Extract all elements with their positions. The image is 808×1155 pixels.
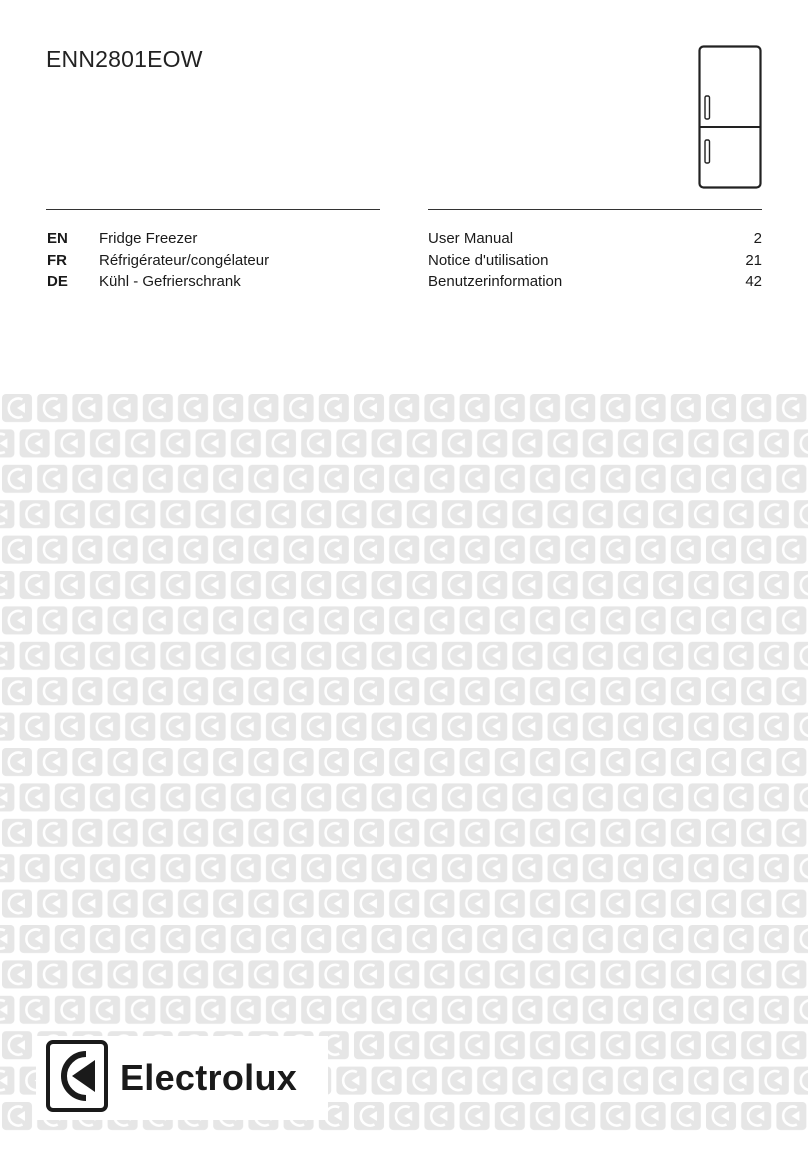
language-code: EN bbox=[47, 230, 68, 247]
language-row-en bbox=[0, 230, 808, 250]
product-name: Fridge Freezer bbox=[99, 230, 198, 247]
electrolux-logo bbox=[36, 1036, 328, 1120]
language-row-de bbox=[0, 273, 808, 293]
fridge-freezer-icon bbox=[698, 45, 762, 194]
product-name: Réfrigérateur/congélateur bbox=[99, 252, 270, 269]
brand-name: Electrolux bbox=[120, 1057, 298, 1098]
divider-right bbox=[428, 209, 762, 210]
page-number: 42 bbox=[745, 273, 762, 290]
page-number: 21 bbox=[745, 252, 762, 269]
model-number: ENN2801EOW bbox=[46, 46, 203, 72]
manual-title: Notice d'utilisation bbox=[428, 252, 549, 269]
electrolux-logo-pattern bbox=[0, 394, 808, 1134]
manual-title: User Manual bbox=[428, 230, 514, 247]
manual-title: Benutzerinformation bbox=[428, 273, 563, 290]
language-code: DE bbox=[47, 273, 68, 290]
electrolux-logo-icon bbox=[46, 1040, 108, 1117]
language-code: FR bbox=[47, 252, 67, 269]
page-number: 2 bbox=[753, 230, 762, 247]
language-row-fr bbox=[0, 252, 808, 272]
product-name: Kühl - Gefrierschrank bbox=[99, 273, 241, 290]
divider-left bbox=[46, 209, 380, 210]
